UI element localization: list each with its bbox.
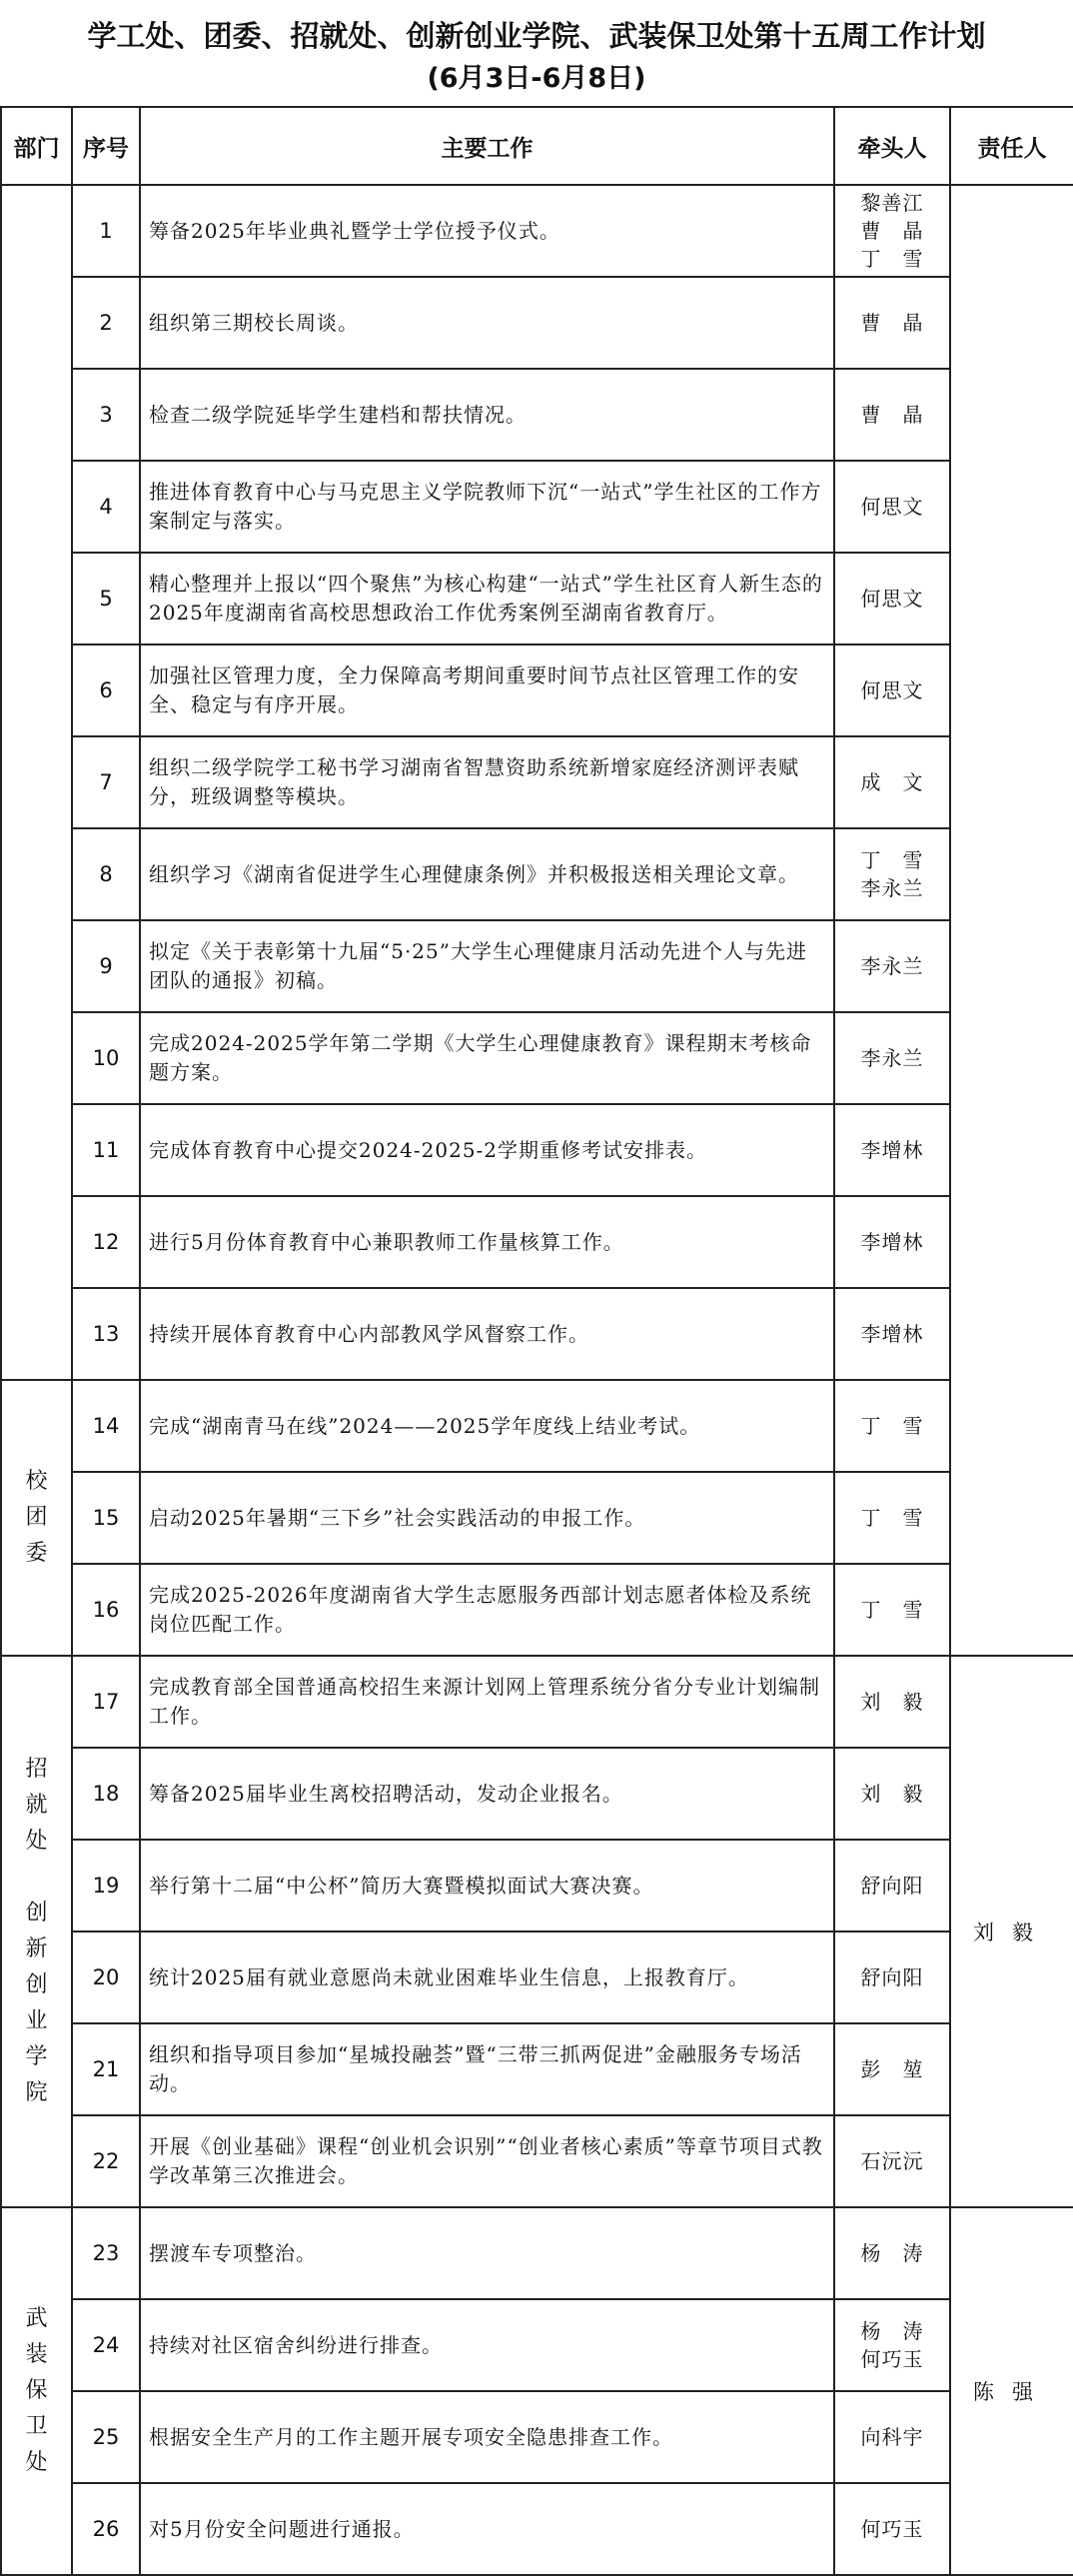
responsible-person: 刘毅 xyxy=(950,1656,1073,2207)
row-number: 2 xyxy=(72,277,140,369)
lead-person-cell xyxy=(834,461,950,553)
lead-person-name: 李永兰 xyxy=(860,1046,924,1070)
table-row xyxy=(1,1656,1073,1748)
lead-person-name: 曹 晶 xyxy=(860,403,924,427)
department-char: 卫 xyxy=(25,2414,48,2439)
row-number: 22 xyxy=(72,2115,140,2207)
row-number: 25 xyxy=(72,2391,140,2483)
row-number: 19 xyxy=(72,1840,140,1932)
table-row xyxy=(1,185,1073,277)
row-number: 4 xyxy=(72,461,140,553)
responsible-person: 陈强 xyxy=(950,2207,1073,2575)
lead-person-cell xyxy=(834,828,950,920)
table-row xyxy=(1,277,1073,369)
lead-person-name: 何巧玉 xyxy=(860,2347,924,2371)
table-body xyxy=(1,185,1073,2575)
department-cell xyxy=(1,1656,72,2207)
lead-person-cell xyxy=(834,1932,950,2023)
task-description: 持续对社区宿舍纠纷进行排查。 xyxy=(140,2299,834,2391)
lead-person-cell xyxy=(834,736,950,828)
department-cell xyxy=(1,2207,72,2575)
department-cell xyxy=(1,185,72,1380)
task-description: 完成“湖南青马在线”2024——2025学年度线上结业考试。 xyxy=(140,1380,834,1472)
department-char: 校 xyxy=(25,1469,48,1494)
lead-person-cell xyxy=(834,2299,950,2391)
department-char: 团 xyxy=(25,1505,48,1530)
lead-person-name: 丁 雪 xyxy=(860,1414,924,1438)
lead-person-name: 丁 雪 xyxy=(860,1506,924,1530)
task-description: 组织和指导项目参加“星城投融荟”暨“三带三抓两促进”金融服务专场活动。 xyxy=(140,2023,834,2115)
header-responsible: 责任人 xyxy=(950,107,1073,185)
task-description: 完成2025-2026年度湖南省大学生志愿服务西部计划志愿者体检及系统岗位匹配工作。 xyxy=(140,1564,834,1656)
lead-person-name: 李增林 xyxy=(860,1230,924,1254)
lead-person-cell xyxy=(834,644,950,736)
lead-person-cell xyxy=(834,1196,950,1288)
table-row xyxy=(1,1748,1073,1840)
task-description: 筹备2025届毕业生离校招聘活动，发动企业报名。 xyxy=(140,1748,834,1840)
table-row xyxy=(1,2023,1073,2115)
lead-person-cell xyxy=(834,1380,950,1472)
department-char: 处 xyxy=(25,1829,48,1854)
row-number: 18 xyxy=(72,1748,140,1840)
lead-person-cell xyxy=(834,1012,950,1104)
lead-person-name: 李永兰 xyxy=(860,876,924,900)
row-number: 14 xyxy=(72,1380,140,1472)
table-row xyxy=(1,1104,1073,1196)
row-number: 17 xyxy=(72,1656,140,1748)
lead-person-name: 丁 雪 xyxy=(860,848,924,872)
department-cell xyxy=(1,1380,72,1656)
lead-person-name: 黎善江 xyxy=(860,191,924,215)
department-char xyxy=(2,1860,71,1896)
row-number: 11 xyxy=(72,1104,140,1196)
lead-person-cell xyxy=(834,277,950,369)
department-char: 处 xyxy=(25,2450,48,2475)
task-description: 拟定《关于表彰第十九届“5·25”大学生心理健康月活动先进个人与先进团队的通报》初稿。 xyxy=(140,920,834,1012)
task-description: 对5月份安全问题进行通报。 xyxy=(140,2483,834,2575)
department-char: 武 xyxy=(25,2306,48,2331)
table-row xyxy=(1,2207,1073,2299)
row-number: 13 xyxy=(72,1288,140,1380)
lead-person-cell xyxy=(834,920,950,1012)
lead-person-name: 曹 晶 xyxy=(860,311,924,335)
task-description: 持续开展体育教育中心内部教风学风督察工作。 xyxy=(140,1288,834,1380)
lead-person-cell xyxy=(834,553,950,644)
table-row xyxy=(1,553,1073,644)
header-dept: 部门 xyxy=(1,107,72,185)
lead-person-cell xyxy=(834,1656,950,1748)
responsible-person xyxy=(950,185,1073,1656)
lead-person-name: 舒向阳 xyxy=(860,1874,924,1898)
department-char: 装 xyxy=(25,2342,48,2367)
task-description: 推进体育教育中心与马克思主义学院教师下沉“一站式”学生社区的工作方案制定与落实。 xyxy=(140,461,834,553)
lead-person-cell xyxy=(834,1288,950,1380)
table-row xyxy=(1,2115,1073,2207)
lead-person-name: 杨 涛 xyxy=(860,2241,924,2265)
row-number: 1 xyxy=(72,185,140,277)
lead-person-cell xyxy=(834,1104,950,1196)
row-number: 9 xyxy=(72,920,140,1012)
lead-person-cell xyxy=(834,1472,950,1564)
row-number: 20 xyxy=(72,1932,140,2023)
lead-person-name: 刘 毅 xyxy=(860,1782,924,1806)
table-row xyxy=(1,1012,1073,1104)
row-number: 16 xyxy=(72,1564,140,1656)
task-description: 完成2024-2025学年第二学期《大学生心理健康教育》课程期末考核命题方案。 xyxy=(140,1012,834,1104)
lead-person-name: 李永兰 xyxy=(860,954,924,978)
row-number: 24 xyxy=(72,2299,140,2391)
lead-person-name: 丁 雪 xyxy=(860,1598,924,1622)
department-char: 招 xyxy=(25,1757,48,1782)
header-row xyxy=(1,107,1073,185)
table-row xyxy=(1,1840,1073,1932)
task-description: 统计2025届有就业意愿尚未就业困难毕业生信息，上报教育厅。 xyxy=(140,1932,834,2023)
lead-person-name: 曹 晶 xyxy=(860,219,924,243)
lead-person-cell xyxy=(834,2023,950,2115)
lead-person-cell xyxy=(834,369,950,461)
lead-person-cell xyxy=(834,2483,950,2575)
lead-person-name: 石沅沅 xyxy=(860,2149,924,2173)
task-description: 加强社区管理力度，全力保障高考期间重要时间节点社区管理工作的安全、稳定与有序开展。 xyxy=(140,644,834,736)
task-description: 进行5月份体育教育中心兼职教师工作量核算工作。 xyxy=(140,1196,834,1288)
lead-person-cell xyxy=(834,1748,950,1840)
header-task: 主要工作 xyxy=(140,107,834,185)
row-number: 21 xyxy=(72,2023,140,2115)
lead-person-name: 舒向阳 xyxy=(860,1965,924,1989)
row-number: 5 xyxy=(72,553,140,644)
task-description: 摆渡车专项整治。 xyxy=(140,2207,834,2299)
row-number: 15 xyxy=(72,1472,140,1564)
table-row xyxy=(1,920,1073,1012)
task-description: 检查二级学院延毕学生建档和帮扶情况。 xyxy=(140,369,834,461)
table-row xyxy=(1,1564,1073,1656)
table-row xyxy=(1,461,1073,553)
lead-person-cell xyxy=(834,1840,950,1932)
table-row xyxy=(1,736,1073,828)
department-char: 就 xyxy=(25,1793,48,1818)
lead-person-name: 彭 堃 xyxy=(860,2057,924,2081)
department-char: 院 xyxy=(25,2080,48,2105)
table-row xyxy=(1,1196,1073,1288)
lead-person-cell xyxy=(834,185,950,277)
task-description: 组织第三期校长周谈。 xyxy=(140,277,834,369)
lead-person-name: 何思文 xyxy=(860,587,924,611)
row-number: 23 xyxy=(72,2207,140,2299)
task-description: 完成教育部全国普通高校招生来源计划网上管理系统分省分专业计划编制工作。 xyxy=(140,1656,834,1748)
row-number: 10 xyxy=(72,1012,140,1104)
task-description: 根据安全生产月的工作主题开展专项安全隐患排查工作。 xyxy=(140,2391,834,2483)
lead-person-name: 丁 雪 xyxy=(860,247,924,271)
title-block xyxy=(0,0,1073,106)
department-char: 委 xyxy=(25,1541,48,1566)
row-number: 12 xyxy=(72,1196,140,1288)
header-lead: 牵头人 xyxy=(834,107,950,185)
task-description: 启动2025年暑期“三下乡”社会实践活动的申报工作。 xyxy=(140,1472,834,1564)
lead-person-name: 成 文 xyxy=(860,770,924,794)
lead-person-name: 何巧玉 xyxy=(860,2517,924,2541)
lead-person-name: 向科宇 xyxy=(860,2425,924,2449)
lead-person-name: 何思文 xyxy=(860,495,924,519)
row-number: 7 xyxy=(72,736,140,828)
row-number: 3 xyxy=(72,369,140,461)
lead-person-cell xyxy=(834,1564,950,1656)
page-title: 学工处、团委、招就处、创新创业学院、武装保卫处第十五周工作计划 xyxy=(87,19,986,53)
table-row xyxy=(1,1472,1073,1564)
work-plan-table xyxy=(0,106,1073,2576)
table-row xyxy=(1,1288,1073,1380)
lead-person-name: 何思文 xyxy=(860,678,924,702)
lead-person-cell xyxy=(834,2115,950,2207)
task-description: 完成体育教育中心提交2024-2025-2学期重修考试安排表。 xyxy=(140,1104,834,1196)
row-number: 6 xyxy=(72,644,140,736)
table-row xyxy=(1,1380,1073,1472)
table-row xyxy=(1,2483,1073,2575)
page-subtitle-dates: (6月3日-6月8日) xyxy=(427,63,646,94)
lead-person-name: 李增林 xyxy=(860,1322,924,1346)
lead-person-name: 李增林 xyxy=(860,1138,924,1162)
row-number: 26 xyxy=(72,2483,140,2575)
department-char: 创 xyxy=(25,1901,48,1926)
row-number: 8 xyxy=(72,828,140,920)
department-char: 新 xyxy=(25,1936,48,1961)
table-row xyxy=(1,828,1073,920)
department-char: 业 xyxy=(25,2008,48,2033)
task-description: 组织学习《湖南省促进学生心理健康条例》并积极报送相关理论文章。 xyxy=(140,828,834,920)
department-char: 创 xyxy=(25,1972,48,1997)
task-description: 开展《创业基础》课程“创业机会识别”“创业者核心素质”等章节项目式教学改革第三次推进会。 xyxy=(140,2115,834,2207)
table-row xyxy=(1,2391,1073,2483)
lead-person-cell xyxy=(834,2391,950,2483)
lead-person-name: 杨 涛 xyxy=(860,2319,924,2343)
task-description: 组织二级学院学工秘书学习湖南省智慧资助系统新增家庭经济测评表赋分，班级调整等模块。 xyxy=(140,736,834,828)
task-description: 举行第十二届“中公杯”简历大赛暨模拟面试大赛决赛。 xyxy=(140,1840,834,1932)
table-row xyxy=(1,2299,1073,2391)
department-char: 学 xyxy=(25,2044,48,2069)
task-description: 筹备2025年毕业典礼暨学士学位授予仪式。 xyxy=(140,185,834,277)
header-num: 序号 xyxy=(72,107,140,185)
department-char: 保 xyxy=(25,2378,48,2403)
table-row xyxy=(1,1932,1073,2023)
table-row xyxy=(1,644,1073,736)
task-description: 精心整理并上报以“四个聚焦”为核心构建“一站式”学生社区育人新生态的2025年度湖南省高校思想政治工作优秀案例至湖南省教育厅。 xyxy=(140,553,834,644)
table-row xyxy=(1,369,1073,461)
lead-person-name: 刘 毅 xyxy=(860,1690,924,1714)
lead-person-cell xyxy=(834,2207,950,2299)
